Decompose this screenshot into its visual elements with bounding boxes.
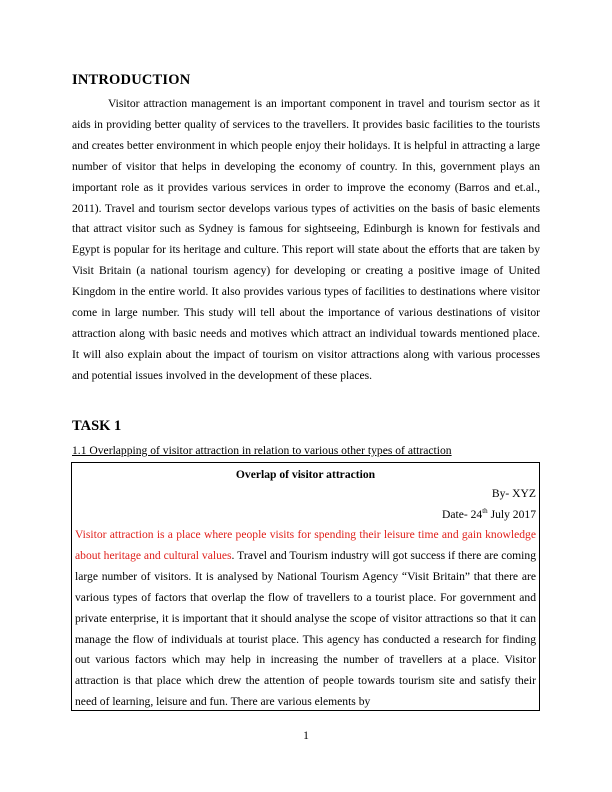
body-text: . Travel and Tourism industry will got success if there are coming large number of visitors. It is analysed by National Tourism Agency “Visit Britain” that there are various types of factors that overlap the flow of travellers to a tourist place. For government and private enterprise, it is important that it should analyse the scope of visitor attractions so that it can manage the flow of individuals at tourist place. This agency has conducted a research for finding out various factors which may help in increasing the number of travellers at a place. Visitor attraction is that place which drew the attention of people towards tourism site and satisfy their need of learning, leisure and fun. There are various elements by: [75, 548, 536, 709]
box-author: By- XYZ: [491, 487, 536, 500]
page-number: 1: [303, 729, 309, 742]
task-heading: TASK 1: [72, 418, 122, 434]
introduction-paragraph: Visitor attraction management is an important component in travel and tourism sector as it aids in providing better quality of services to the travellers. It provides basic facilities to the tourists and creates better environment in which people enjoy their holidays. It is helpful in attracting a large number of visitor that helps in developing the economy of country. In this, government plays an important role as it provides various services in order to improve the economy (Barros and et.al., 2011). Travel and tourism sector develops various types of activities on the basis of basic elements that attract visitor such as Sydney is famous for sightseeing, Edinburgh is known for festivals and Egypt is popular for its heritage and culture. This report will state about the efforts that are taken by Visit Britain (a national tourism agency) for developing or creating a positive image of United Kingdom in the entire world. It also provides various types of facilities to destinations where visitor come in large number. This study will tell about the importance of various destinations of visitor attraction along with basic needs and motives which attract an individual towards mentioned place. It will also explain about the impact of tourism on visitor attractions along with various processes and potential issues involved in the development of these places.: [72, 97, 540, 382]
task-subheading: 1.1 Overlapping of visitor attraction in relation to various other types of attraction: [72, 444, 452, 457]
box-date: [72, 504, 539, 525]
introduction-heading: INTRODUCTION: [72, 72, 191, 88]
box-title: Overlap of visitor attraction: [235, 468, 376, 481]
highlighted-definition: Visitor attraction is a place where people visits for spending their leisure time and gain knowledge about heritage and cultural values: [75, 528, 536, 562]
box-body: [72, 525, 539, 711]
overlap-box: [71, 462, 540, 711]
date-suffix: July 2017: [487, 508, 536, 521]
date-prefix: Date- 24: [441, 508, 483, 521]
date-superscript: th: [482, 507, 488, 515]
